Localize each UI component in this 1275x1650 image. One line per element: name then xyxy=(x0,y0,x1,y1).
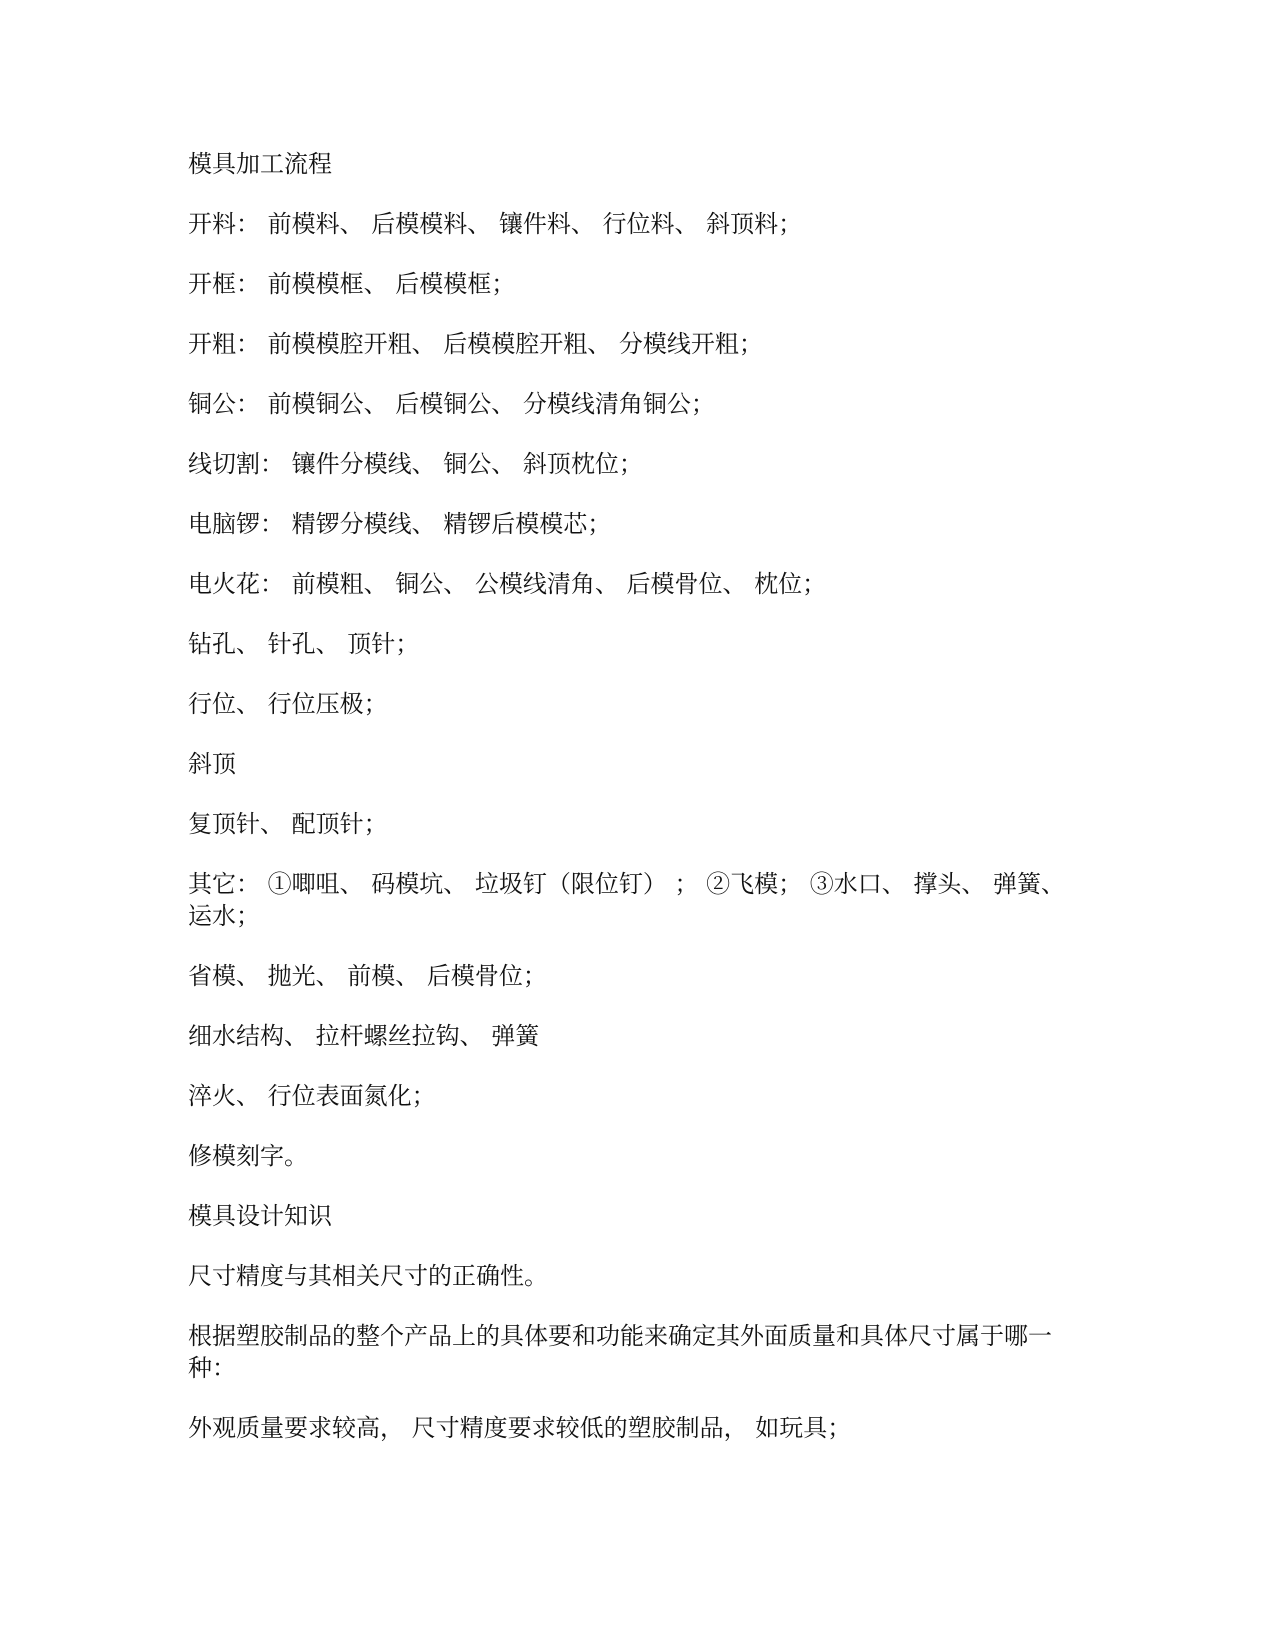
text-line: 省模、 抛光、 前模、 后模骨位； xyxy=(188,962,547,990)
text-line: 淬火、 行位表面氮化； xyxy=(188,1082,436,1110)
text-line: 电脑锣： 精锣分模线、 精锣后模模芯； xyxy=(188,510,612,538)
text-line: 斜顶 xyxy=(188,750,236,778)
text-line: 其它： ①唧咀、 码模坑、 垃圾钉（限位钉） ； ②飞模； ③水口、 撑头、 弹簧、 运水； xyxy=(188,870,1066,930)
text-line: 复顶针、 配顶针； xyxy=(188,810,388,838)
text-line: 修模刻字。 xyxy=(188,1142,308,1170)
text-line: 开粗： 前模模腔开粗、 后模模腔开粗、 分模线开粗； xyxy=(188,330,763,358)
text-line: 开框： 前模模框、 后模模框； xyxy=(188,270,516,298)
heading-design: 模具设计知识 xyxy=(188,1202,332,1230)
text-line: 钻孔、 针孔、 顶针； xyxy=(188,630,420,658)
document-body xyxy=(188,148,1088,1472)
text-line: 外观质量要求较高， 尺寸精度要求较低的塑胶制品， 如玩具； xyxy=(188,1414,852,1442)
text-line: 行位、 行位压极； xyxy=(188,690,388,718)
text-line: 尺寸精度与其相关尺寸的正确性。 xyxy=(188,1262,548,1290)
heading-process: 模具加工流程 xyxy=(188,150,332,178)
text-line: 细水结构、 拉杆螺丝拉钩、 弹簧 xyxy=(188,1022,540,1050)
text-line: 铜公： 前模铜公、 后模铜公、 分模线清角铜公； xyxy=(188,390,715,418)
text-line: 电火花： 前模粗、 铜公、 公模线清角、 后模骨位、 枕位； xyxy=(188,570,827,598)
text-line: 根据塑胶制品的整个产品上的具体要和功能来确定其外面质量和具体尺寸属于哪一种： xyxy=(188,1322,1052,1382)
text-line: 线切割： 镶件分模线、 铜公、 斜顶枕位； xyxy=(188,450,643,478)
text-line: 开料： 前模料、 后模模料、 镶件料、 行位料、 斜顶料； xyxy=(188,210,803,238)
